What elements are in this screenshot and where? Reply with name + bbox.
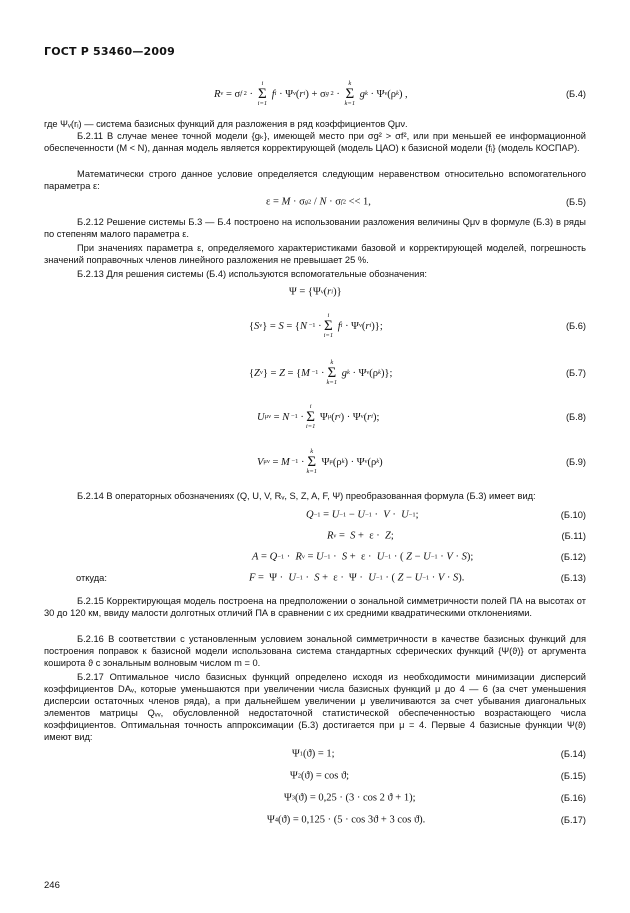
equation-number: (Б.7) xyxy=(565,368,586,378)
equation-b13: откуда: F = Ψ · U −1 · S + ε · Ψ · U −1 · ( Z − U −1 · V · S ). (Б.13) xyxy=(76,572,586,584)
paragraph-b2-13: Б.2.13 Для решения системы (Б.4) используются вспомогательные обозначения: xyxy=(77,269,427,279)
page-number: 246 xyxy=(44,880,60,891)
equation-b16: Ψ 3 (ϑ) = 0,25 · (3 · cos 2 ϑ + 1); (Б.16) xyxy=(284,792,586,804)
equation-b11: R ν = S + ε · Z ; (Б.11) xyxy=(327,530,586,542)
equation-number: (Б.17) xyxy=(560,815,586,825)
equation-number: (Б.4) xyxy=(565,89,586,99)
equation-b17: Ψ 4 (ϑ) = 0,125 · (5 · cos 3ϑ + 3 cos ϑ). (Б.17) xyxy=(267,814,586,826)
paragraph-where: где Ψᵥ(rᵢ) — система базисных функций для разложения в ряд коэффициентов Qμν. xyxy=(44,119,408,129)
paragraph-b2-17: Б.2.17 Оптимальное число базисных функций определено исходя из необходимости минимизации дисперсий коэффициентов DAᵥ, которые уменьшаются при увеличении числа базисных функций μ до 4 — 6 (за счет уменьшения дисперсии остаточных членов ряда), а при дальнейшем увеличении μ увеличиваются за счет убывания диагональных элементов матрицы Qᵥᵥ, обусловленной недостаточной статистической обеспеченностью возрастающего числа коэффициентов. Оптимальная точность аппроксимации (Б.3) достигается при μ = 4. Первые 4 базисные функции Ψ(ϑ) имеют вид: xyxy=(44,672,586,742)
equation-b14: Ψ 1 (ϑ) = 1; (Б.14) xyxy=(292,748,586,760)
equation-b15: Ψ 2 (ϑ) = cos ϑ; (Б.15) xyxy=(290,770,586,782)
equation-number: (Б.12) xyxy=(560,552,586,562)
equation-number: (Б.13) xyxy=(560,573,586,583)
equation-b8: U μν = N −1 · i Σ i=1 Ψ μ ( r i ) · Ψ ν ( r i ); (Б.8) xyxy=(257,403,586,430)
equation-number: (Б.8) xyxy=(565,412,586,422)
paragraph-math-condition: Математически строго данное условие определяется следующим неравенством относительно вспомогательного параметра ε: xyxy=(44,169,586,191)
paragraph-b2-12: Б.2.12 Решение системы Б.3 — Б.4 построено на использовании разложения величины Qμν в формуле (Б.3) в ряды по степеням малого параметра ε. xyxy=(44,217,586,239)
equation-psi-definition: Ψ = {Ψ ν ( r i )} xyxy=(289,286,342,298)
equation-number: (Б.15) xyxy=(560,771,586,781)
paragraph-b2-11: Б.2.11 В случае менее точной модели {gₖ}, имеющей место при σg² > σf², или при меньшей ее информационной обеспеченности (M < N), данная модель является корректирующей (модель ЦАО) к базисной модели {fᵢ} (модель КОСПАР). xyxy=(44,131,586,153)
equation-b4: R ν = σ f 2 · i Σ i=1 f i · Ψ ν ( r i ) + σ g 2 · k Σ k=1 g k · Ψ ν (ρ k ) , (Б.4) xyxy=(214,80,586,107)
paragraph-b2-14: Б.2.14 В операторных обозначениях (Q, U, V, Rᵥ, S, Z, A, F, Ψ) преобразованная формула (Б.3) имеет вид: xyxy=(77,491,536,501)
equation-number: (Б.14) xyxy=(560,749,586,759)
equation-b12: A = Q −1 · R ν = U −1 · S + ε · U −1 · ( Z − U −1 · V · S ); (Б.12) xyxy=(252,551,586,563)
equation-number: (Б.6) xyxy=(565,321,586,331)
equation-number: (Б.5) xyxy=(565,197,586,207)
equation-b5: ε = M · σ g 2 / N · σ f 2 << 1, (Б.5) xyxy=(266,196,586,208)
paragraph-b2-15: Б.2.15 Корректирующая модель построена на предположении о зональной симметричности полей ПА на высотах от 30 до 120 км, ввиду малости долготных отличий ПА в сравнении с их средними квадратическими отклонениями. xyxy=(44,596,586,618)
paragraph-b2-16: Б.2.16 В соответствии с установленным условием зональной симметричности в качестве базисных функций для построения поправок к базисной модели использована система стандартных сферических функций {Ψ(ϑ)} от аргумента коширота ϑ с зональным волновым числом m = 0. xyxy=(44,634,586,668)
equation-number: (Б.11) xyxy=(561,531,586,541)
equation-b9: V μν = M −1 · k Σ k=1 Ψ μ (ρ k ) · Ψ ν (ρ k ) (Б.9) xyxy=(257,448,586,475)
equation-number: (Б.10) xyxy=(560,510,586,520)
equation-number: (Б.16) xyxy=(560,793,586,803)
equation-b10: Q −1 = U −1 − U −1 · V · U −1 ; (Б.10) xyxy=(306,509,586,521)
equation-number: (Б.9) xyxy=(565,457,586,467)
paragraph-parameter: При значениях параметра ε, определяемого характеристиками базовой и корректирующей моделей, погрешность значений поправочных членов линейного разложения не превышает 25 %. xyxy=(44,243,586,265)
standard-code: ГОСТ Р 53460—2009 xyxy=(44,45,175,58)
equation-label: откуда: xyxy=(76,573,107,583)
equation-b7: { Z ν } = Z = { M −1 · k Σ k=1 g k · Ψ ν (ρ k )}; (Б.7) xyxy=(249,359,586,386)
equation-b6: { S ν } = S = { N −1 · i Σ i=1 f i · Ψ ν ( r i )}; (Б.6) xyxy=(249,312,586,339)
